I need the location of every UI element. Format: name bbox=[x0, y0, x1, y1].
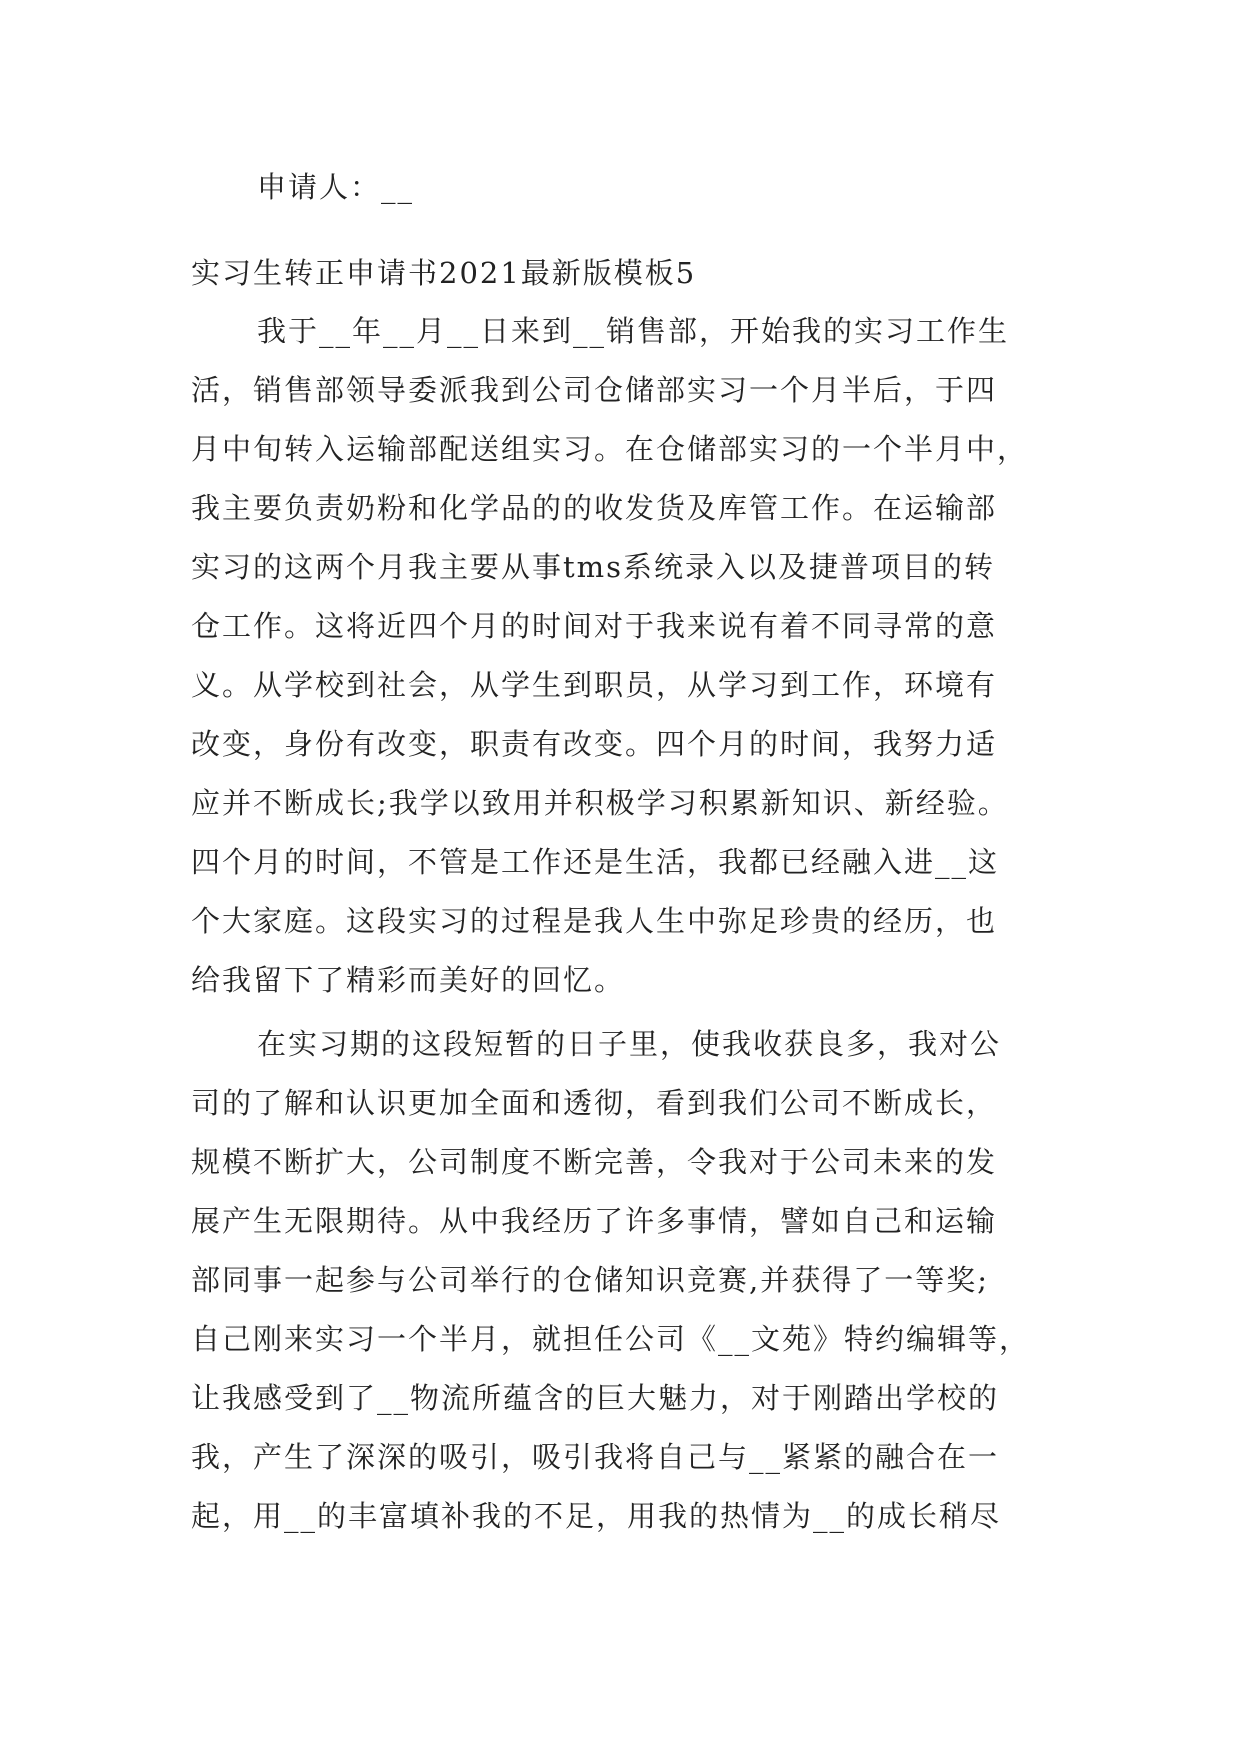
paragraph-line: 义。从学校到社会，从学生到职员，从学习到工作，环境有 bbox=[191, 668, 998, 702]
paragraph-line: 月中旬转入运输部配送组实习。在仓储部实习的一个半月中， bbox=[191, 432, 1029, 466]
paragraph-line: 实习的这两个月我主要从事tms系统录入以及捷普项目的转 bbox=[191, 550, 996, 584]
paragraph-line: 我于__年__月__日来到__销售部，开始我的实习工作生 bbox=[257, 314, 1010, 348]
paragraph-line: 活，销售部领导委派我到公司仓储部实习一个月半后，于四 bbox=[191, 373, 998, 407]
paragraph-line: 我，产生了深深的吸引，吸引我将自己与__紧紧的融合在一 bbox=[191, 1440, 1000, 1474]
paragraph-line: 起，用__的丰富填补我的不足，用我的热情为__的成长稍尽 bbox=[191, 1499, 1002, 1533]
paragraph-line: 规模不断扩大，公司制度不断完善，令我对于公司未来的发 bbox=[191, 1145, 998, 1179]
document-title-section bbox=[191, 244, 1051, 303]
paragraph-line: 展产生无限期待。从中我经历了许多事情，譬如自己和运输 bbox=[191, 1204, 998, 1238]
paragraph-line: 司的了解和认识更加全面和透彻，看到我们公司不断成长， bbox=[191, 1086, 998, 1120]
paragraph-1 bbox=[191, 302, 1051, 1010]
paragraph-line: 自己刚来实习一个半月，就担任公司《__文苑》特约编辑等， bbox=[191, 1322, 1031, 1356]
paragraph-line: 我主要负责奶粉和化学品的的收发货及库管工作。在运输部 bbox=[191, 491, 998, 525]
paragraph-2 bbox=[191, 1015, 1051, 1546]
paragraph-line: 四个月的时间，不管是工作还是生活，我都已经融入进__这 bbox=[191, 845, 1000, 879]
paragraph-line: 应并不断成长;我学以致用并积极学习积累新知识、新经验。 bbox=[191, 786, 1009, 820]
paragraph-line: 改变，身份有改变，职责有改变。四个月的时间，我努力适 bbox=[191, 727, 998, 761]
paragraph-line: 仓工作。这将近四个月的时间对于我来说有着不同寻常的意 bbox=[191, 609, 998, 643]
signature-section bbox=[191, 158, 1051, 217]
paragraph-line: 让我感受到了__物流所蕴含的巨大魅力，对于刚踏出学校的 bbox=[191, 1381, 1000, 1415]
paragraph-line: 在实习期的这段短暂的日子里，使我收获良多，我对公 bbox=[257, 1027, 1002, 1061]
paragraph-line: 给我留下了精彩而美好的回忆。 bbox=[191, 963, 626, 997]
applicant-signature-line: 申请人：__ bbox=[257, 170, 415, 204]
paragraph-line: 个大家庭。这段实习的过程是我人生中弥足珍贵的经历，也 bbox=[191, 904, 998, 938]
document-title: 实习生转正申请书2021最新版模板5 bbox=[191, 256, 697, 290]
paragraph-line: 部同事一起参与公司举行的仓储知识竞赛,并获得了一等奖; bbox=[191, 1263, 989, 1297]
